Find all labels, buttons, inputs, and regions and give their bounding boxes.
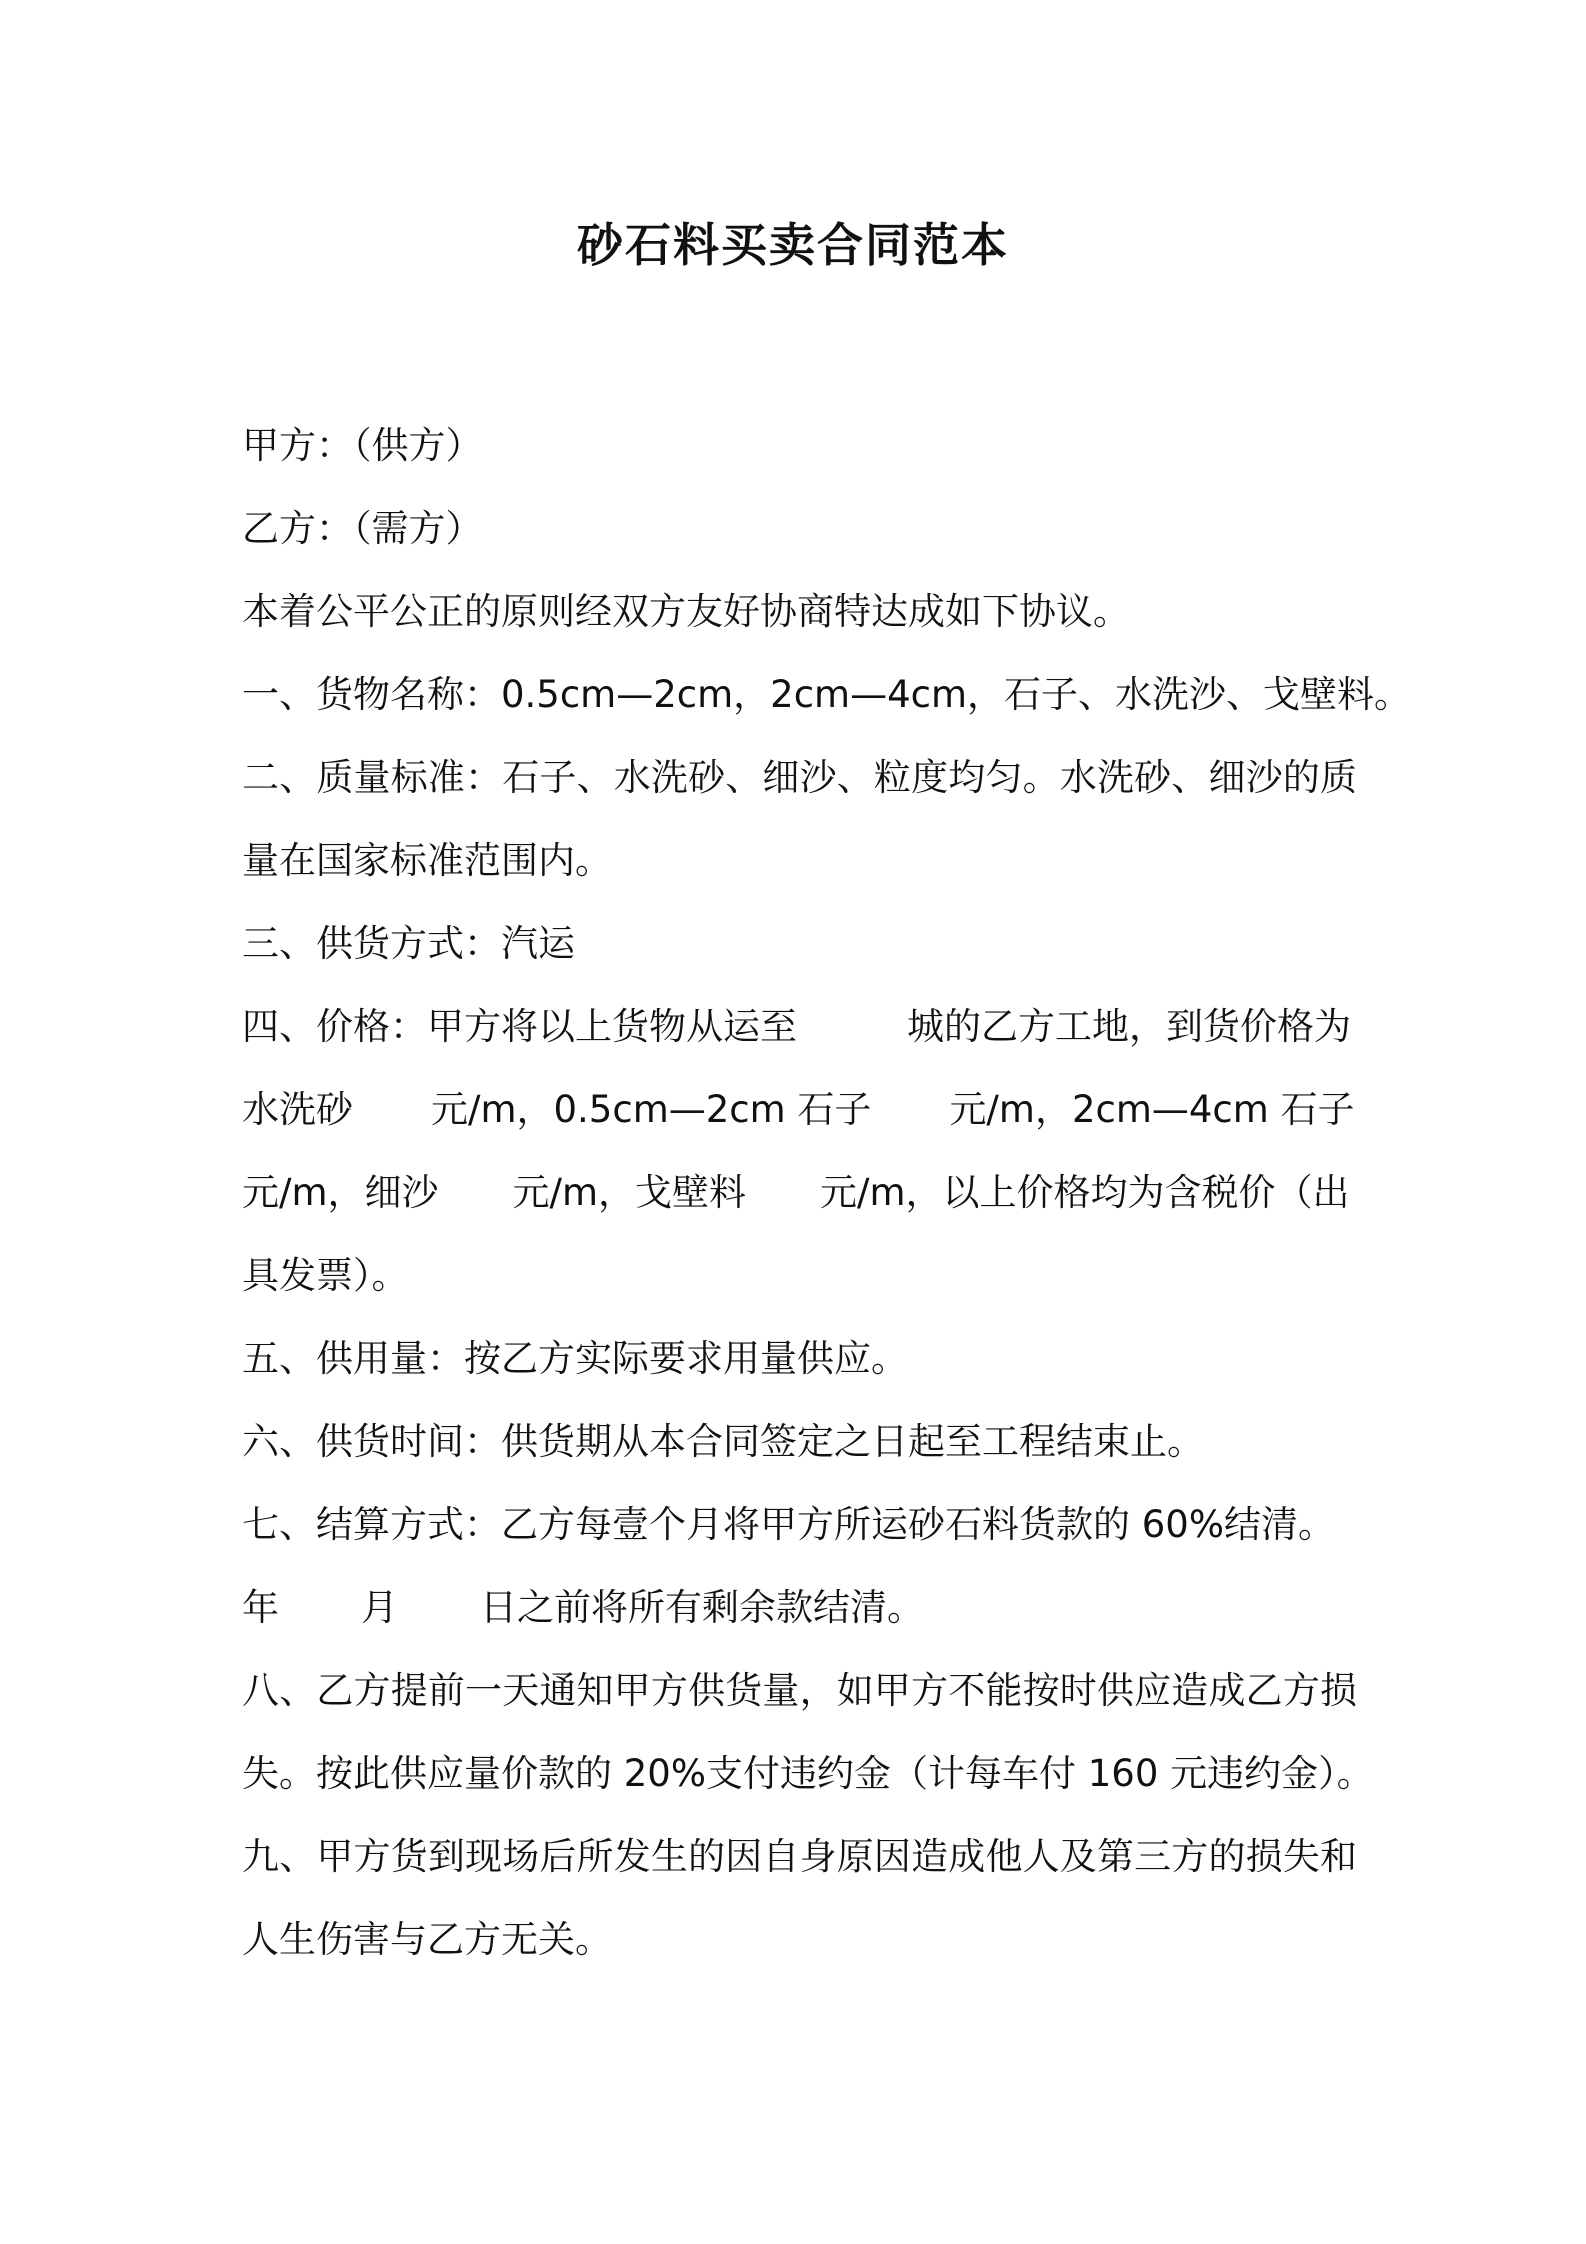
clause-8-line-1: 八、乙方提前一天通知甲方供货量，如甲方不能按时供应造成乙方损 bbox=[242, 1669, 1357, 1712]
document-title: 砂石料买卖合同范本 bbox=[577, 218, 1009, 272]
clause-4-line-3 bbox=[242, 1151, 1357, 1234]
clause-4-text: 水洗砂 bbox=[242, 1088, 353, 1131]
clause-4-text: 元/m，2cm—4cm 石子 bbox=[949, 1088, 1355, 1131]
clause-4-text: 城的乙方工地，到货价格为 bbox=[907, 1005, 1351, 1048]
clause-1: 一、货物名称：0.5cm—2cm，2cm—4cm，石子、水洗沙、戈壁料。 bbox=[242, 673, 1412, 716]
clause-2-line-1: 二、质量标准：石子、水洗砂、细沙、粒度均匀。水洗砂、细沙的质 bbox=[242, 756, 1357, 799]
clause-4-line-1 bbox=[242, 985, 1357, 1068]
date-year-label: 年 bbox=[242, 1586, 279, 1629]
clause-4-text: 四、价格：甲方将以上货物从运至 bbox=[242, 1005, 797, 1048]
clause-4-text: 元/m，以上价格均为含税价（出 bbox=[820, 1171, 1350, 1214]
party-b-line: 乙方：（需方） bbox=[242, 507, 483, 550]
contract-body bbox=[242, 404, 1412, 1981]
date-month-label: 月 bbox=[361, 1586, 398, 1629]
clause-3: 三、供货方式：汽运 bbox=[242, 922, 575, 965]
clause-7-line-2 bbox=[242, 1566, 1357, 1649]
clause-8-line-2: 失。按此供应量价款的 20%支付违约金（计每车付 160 元违约金）。 bbox=[242, 1752, 1374, 1795]
clause-5: 五、供用量：按乙方实际要求用量供应。 bbox=[242, 1337, 908, 1380]
clause-4-text: 元/m，0.5cm—2cm 石子 bbox=[431, 1088, 872, 1131]
clause-7-line-1: 七、结算方式：乙方每壹个月将甲方所运砂石料货款的 60%结清。 bbox=[242, 1503, 1335, 1546]
clause-4-text: 元/m，戈壁料 bbox=[512, 1171, 747, 1214]
clause-4-text: 元/m，细沙 bbox=[242, 1171, 439, 1214]
clause-9-line-2: 人生伤害与乙方无关。 bbox=[242, 1918, 612, 1961]
clause-6: 六、供货时间：供货期从本合同签定之日起至工程结束止。 bbox=[242, 1420, 1204, 1463]
clause-4-line-2 bbox=[242, 1068, 1357, 1151]
party-a-line: 甲方：（供方） bbox=[242, 424, 483, 467]
clause-4-line-4: 具发票）。 bbox=[242, 1254, 409, 1297]
intro-paragraph: 本着公平公正的原则经双方友好协商特达成如下协议。 bbox=[242, 590, 1130, 633]
clause-2-line-2: 量在国家标准范围内。 bbox=[242, 839, 612, 882]
clause-9-line-1: 九、甲方货到现场后所发生的因自身原因造成他人及第三方的损失和 bbox=[242, 1835, 1357, 1878]
clause-7-text: 日之前将所有剩余款结清。 bbox=[480, 1586, 924, 1629]
